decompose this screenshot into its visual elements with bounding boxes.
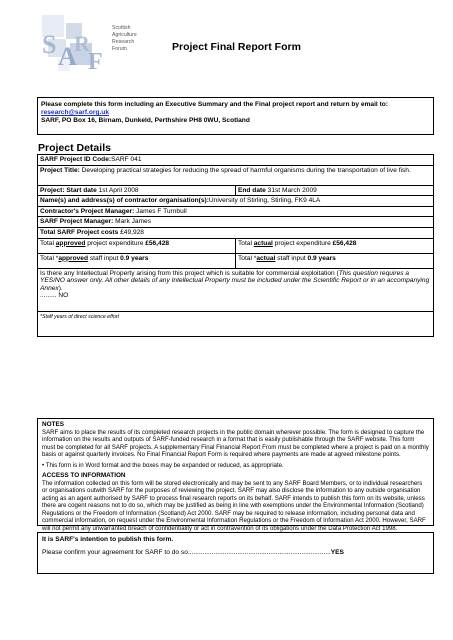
notes-paragraph: SARF aims to place the results of its completed research projects in the public domain wherever possible. The form is designed to capture the information on the results and outputs of SARF-funded research in a format that is easily publishable through the SARF website. This form must be completed for all SARF projects. A supplementary Final Financial Report From must be completed where a project is paid on a monthly basis or against quarterly invoices. No Final Financial Report Form is required where payments are made at agreed milestone points. — [42, 428, 429, 458]
project-title-label: Project Title: — [40, 166, 80, 174]
project-title-value: Developing practical strategies for reducing the spread of harmful organisms during the transportation of live fish. — [79, 166, 411, 174]
staff-years-footnote: *Staff years of direct science effort — [40, 313, 120, 320]
actual-expenditure-emph: actual — [253, 239, 273, 247]
approved-expenditure-cell[interactable] — [38, 238, 236, 253]
svg-text:S: S — [42, 30, 57, 59]
table-row — [38, 238, 434, 253]
contractor-label: Name(s) and address(s) of contractor organisation(s): — [40, 197, 209, 205]
svg-text:R: R — [74, 31, 90, 56]
approved-staff-cell[interactable] — [38, 253, 236, 268]
table-row — [38, 185, 434, 196]
document-title: Project Final Report Form — [172, 41, 301, 53]
table-row — [38, 206, 434, 217]
intellectual-property-cell[interactable] — [38, 268, 434, 311]
intro-address: SARF, PO Box 16, Birnam, Dunkeld, Perthshire PH8 0WU, Scotland — [41, 117, 250, 124]
project-costs-cell[interactable] — [38, 227, 434, 238]
actual-expenditure-text2: project expenditure — [272, 239, 333, 247]
publish-box — [37, 532, 434, 574]
ip-answer: ......... NO — [40, 292, 69, 300]
start-date-cell[interactable] — [38, 185, 236, 196]
approved-staff-text2: staff input — [88, 254, 121, 262]
notes-bullet: • This form is in Word format and the boxes may be expanded or reduced, as appropriate. — [42, 461, 284, 469]
project-costs-label: Total SARF Project costs — [40, 228, 119, 236]
project-manager-label: Contractor's Project Manager: — [40, 207, 135, 215]
approved-expenditure-text: Total — [40, 239, 56, 247]
intro-box — [37, 97, 434, 135]
start-date-value: 1st April 2008 — [96, 186, 139, 194]
end-date-cell[interactable] — [236, 185, 434, 196]
actual-staff-text2: staff input — [275, 254, 308, 262]
table-row — [38, 196, 434, 207]
table-row — [38, 217, 434, 228]
publish-answer: YES — [330, 549, 344, 556]
project-id-value: SARF 041 — [111, 156, 142, 163]
ip-question: Is there any Intellectual Property arising from this project which is suitable for commercial exploitation ( — [40, 269, 339, 277]
approved-expenditure-text2: project expenditure — [85, 239, 146, 247]
table-row — [38, 311, 434, 336]
notes-heading: NOTES — [42, 421, 65, 428]
ip-question-end: ). — [58, 284, 63, 292]
logo-line: Agriculture — [112, 32, 137, 38]
publish-heading: It is SARF's intention to publish this form. — [42, 536, 174, 543]
logo-line: Research — [112, 39, 135, 45]
contractor-value: University of Stirling, Stirling, FK9 4LA — [208, 197, 321, 205]
approved-expenditure-value: £56,428 — [145, 239, 170, 247]
publish-confirm-row[interactable] — [42, 549, 429, 557]
table-row — [38, 155, 434, 166]
end-date-label: End date — [238, 186, 266, 194]
contractor-cell[interactable] — [38, 196, 434, 207]
approved-staff-emph: approved — [58, 254, 89, 262]
table-row — [38, 227, 434, 238]
email-link[interactable]: research@sarf.org.uk — [41, 109, 110, 116]
publish-confirm-text: Please confirm your agreement for SARF to do so.............................................................................. — [42, 549, 331, 556]
intro-text: Please complete this form including an Executive Summary and the Final project report and return by email to: — [41, 101, 388, 108]
logo-line: Forum — [112, 46, 127, 52]
svg-text:A: A — [58, 42, 77, 71]
actual-staff-value: 0.9 years — [307, 254, 336, 262]
actual-expenditure-value: £56,428 — [332, 239, 357, 247]
project-details-table — [37, 154, 434, 337]
start-date-label: Project: Start date — [40, 186, 97, 194]
table-row — [38, 253, 434, 268]
section-title-project-details: Project Details — [38, 142, 111, 154]
project-costs-value: £49,928 — [118, 228, 144, 236]
footnote-cell — [38, 311, 434, 336]
actual-expenditure-cell[interactable] — [236, 238, 434, 253]
approved-staff-value: 0.9 years — [120, 254, 149, 262]
actual-staff-cell[interactable] — [236, 253, 434, 268]
actual-staff-text: Total * — [238, 254, 257, 262]
project-id-cell[interactable] — [38, 155, 434, 166]
logo-line: Scottish — [112, 25, 131, 31]
access-paragraph: The information collected on this form will be stored electronically and may be sent to any SARF Board Members, or to individual researchers or organisations outwith SARF for the purposes of reviewing the project. SARF may also disclose the information to any outside organisation acting as an agent authorised by SARF to process final research reports on its behalf. SARF intends to publish this form on its website, unless there are cogent reasons not to do so, which may be justified as being in line with exemptions under the Environmental Information (Scotland) Regulations or the Freedom of Information (Scotland) Act 2000. SARF may be required to release information, including personal data and commercial information, on request under the Environmental Information Regulations or the Freedom of Information Act 2000. However, SARF will not permit any unwarranted breach of confidentiality or act in contravention of its obligations under the Data Protection Act 1998. — [42, 479, 426, 532]
approved-expenditure-emph: approved — [55, 239, 86, 247]
logo-caption — [112, 25, 137, 53]
project-id-label: SARF Project ID Code: — [40, 156, 112, 163]
actual-staff-emph: actual — [256, 254, 276, 262]
approved-staff-text: Total * — [40, 254, 59, 262]
project-manager-cell[interactable] — [38, 206, 434, 217]
table-row — [38, 268, 434, 311]
project-title-cell[interactable] — [38, 165, 434, 185]
ip-question-note: This question requires a YES/NO answer only. All other details of any Intellectual Property must be included under the Scientific Report or in an accompanying Annex — [40, 269, 430, 292]
table-row — [38, 165, 434, 185]
project-manager-value: James F Turnbull — [134, 207, 187, 215]
access-heading: ACCESS TO INFORMATION — [42, 472, 126, 479]
sarf-manager-cell[interactable] — [38, 217, 434, 228]
sarf-manager-label: SARF Project Manager: — [40, 218, 114, 226]
notes-box — [37, 418, 434, 532]
sarf-manager-value: Mark James — [113, 218, 152, 226]
actual-expenditure-text: Total — [238, 239, 254, 247]
end-date-value: 31st March 2009 — [265, 186, 317, 194]
svg-text:F: F — [88, 49, 103, 75]
